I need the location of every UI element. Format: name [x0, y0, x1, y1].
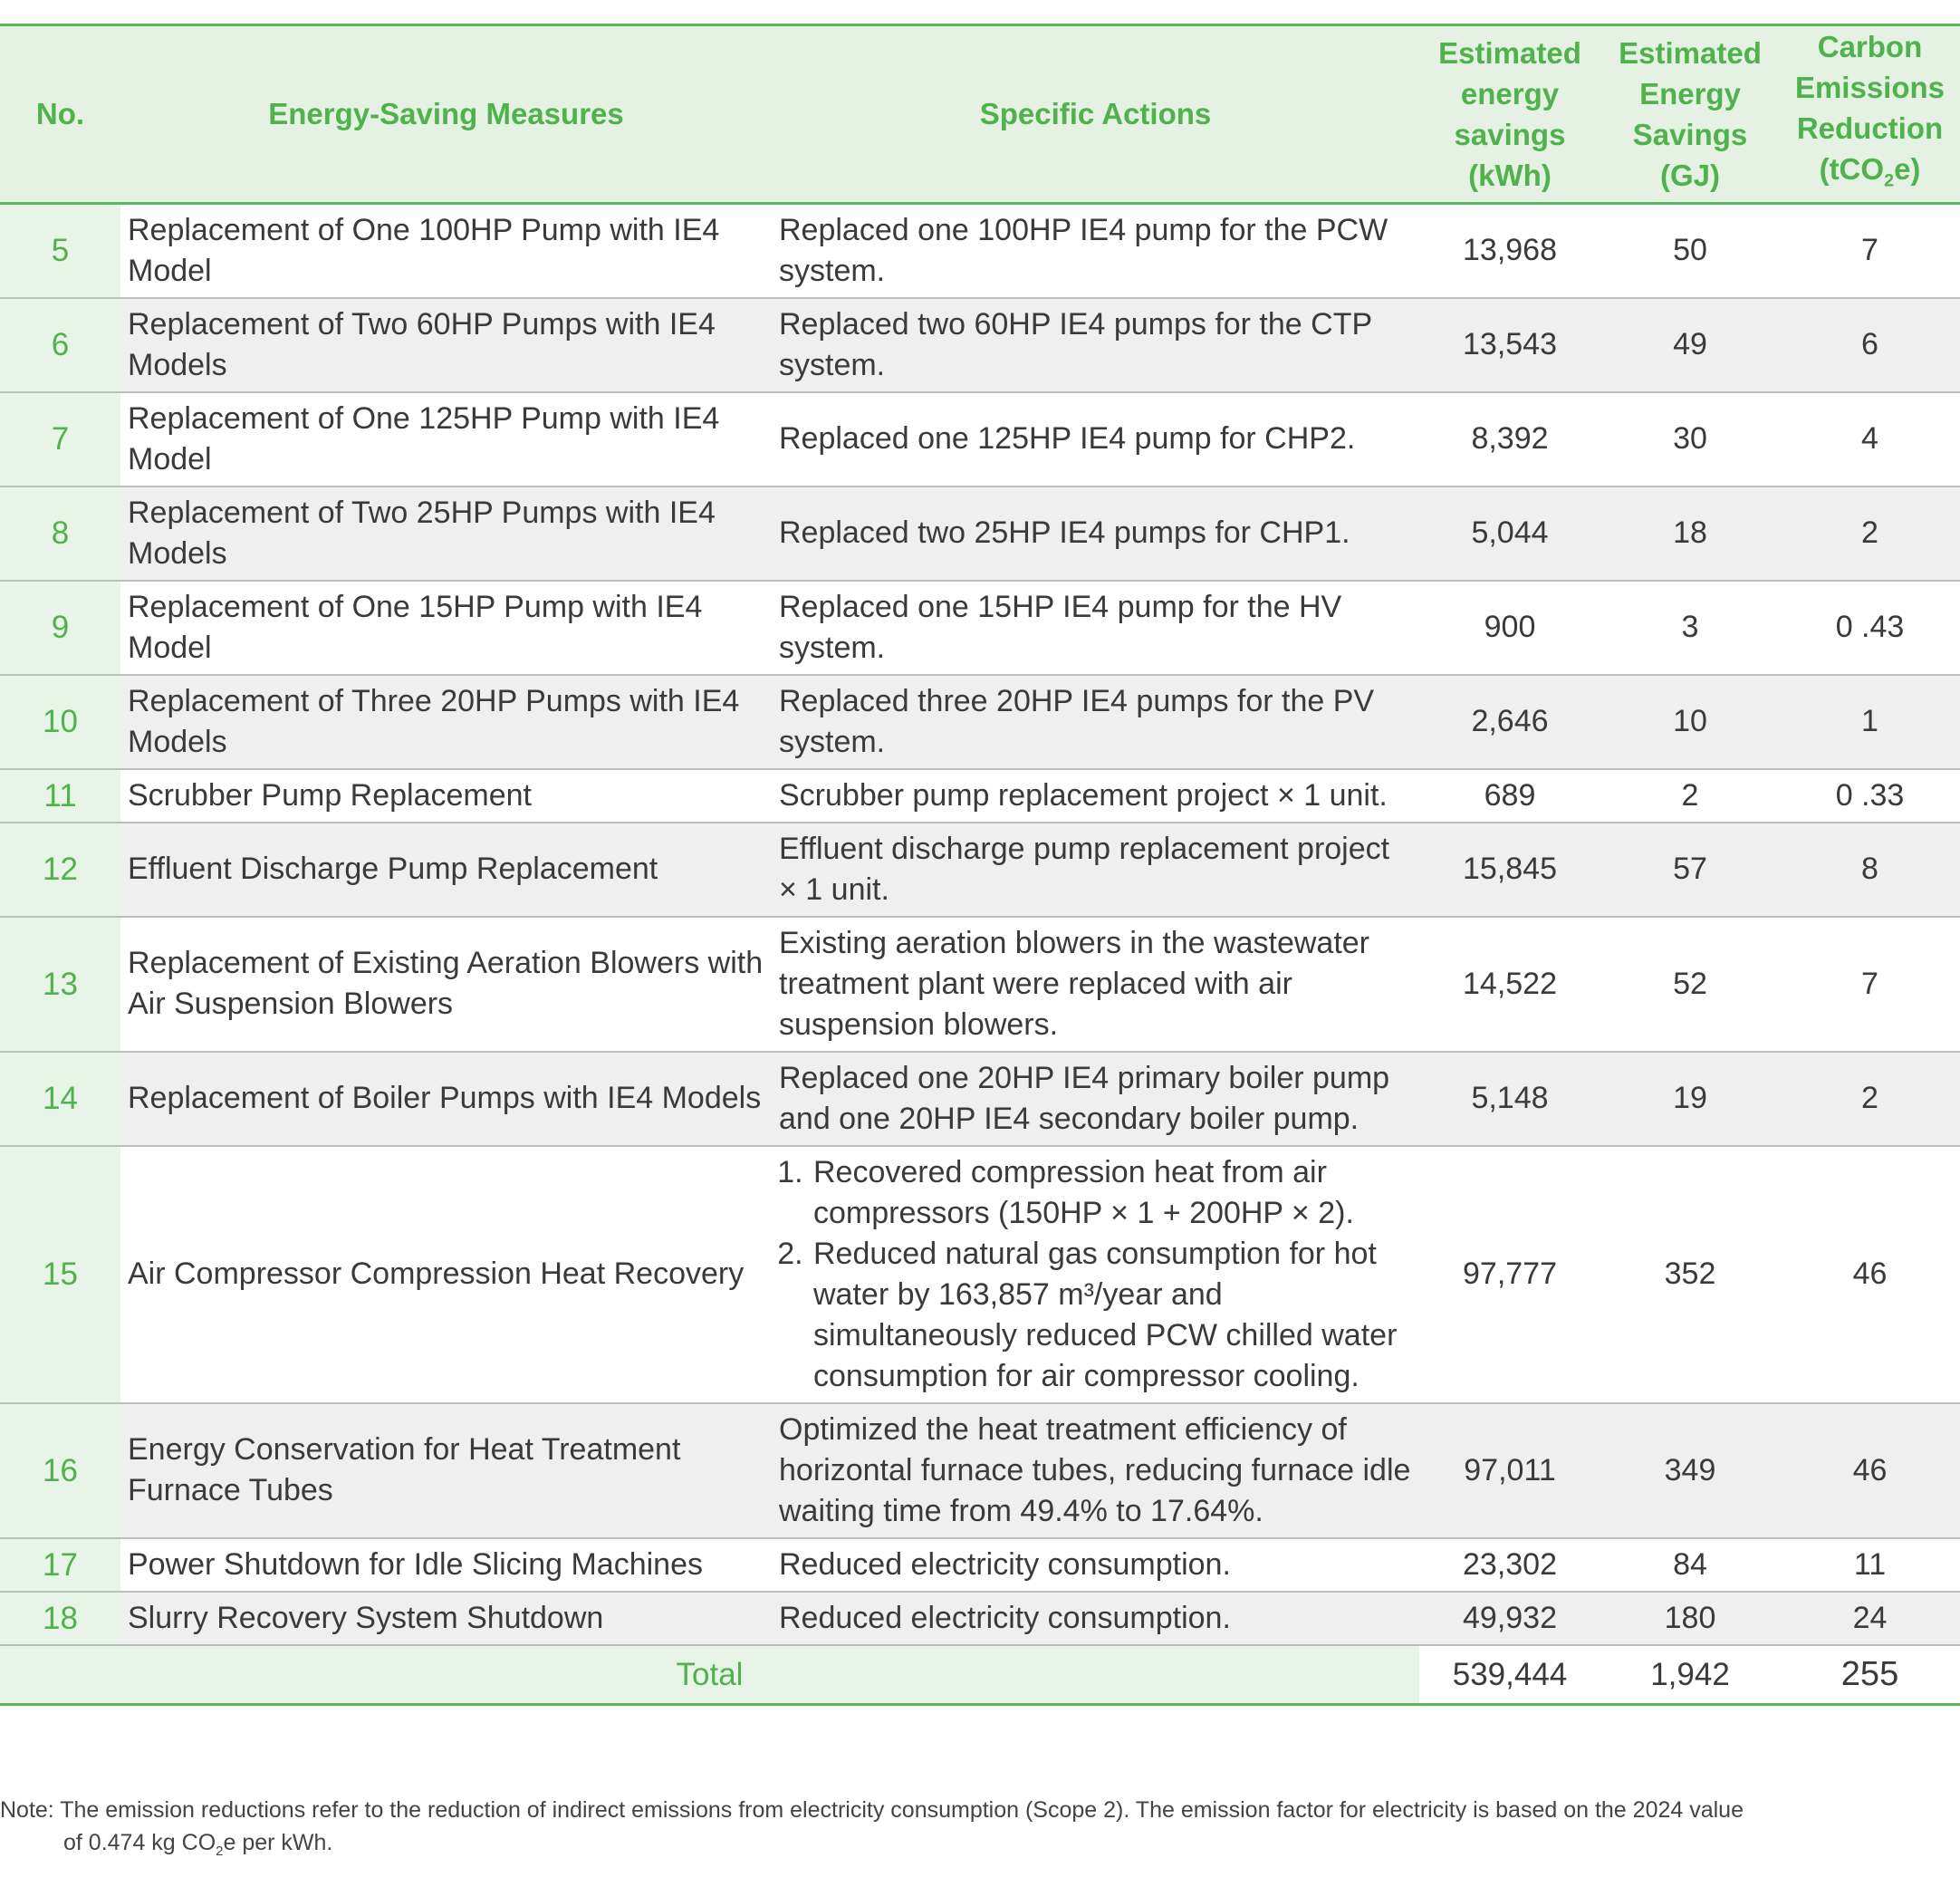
row-number: 18: [0, 1592, 120, 1645]
energy-saving-table: [0, 24, 1960, 1706]
header-no: No.: [0, 25, 120, 204]
row-measure: Replacement of One 125HP Pump with IE4 Model: [120, 392, 772, 486]
header-gj: Estimated Energy Savings (GJ): [1600, 25, 1780, 204]
row-gj: 10: [1600, 675, 1780, 769]
table-row: [0, 675, 1960, 769]
row-action: Reduced electricity consumption.: [772, 1592, 1419, 1645]
row-kwh: 8,392: [1419, 392, 1600, 486]
header-kwh: Estimated energy savings (kWh): [1419, 25, 1600, 204]
row-measure: Power Shutdown for Idle Slicing Machines: [120, 1538, 772, 1592]
total-label: Total: [0, 1645, 1419, 1705]
footnote-line-2-sub: 2: [216, 1844, 224, 1859]
table-row: [0, 392, 1960, 486]
row-number: 14: [0, 1052, 120, 1146]
row-gj: 50: [1600, 203, 1780, 298]
total-co2: 255: [1780, 1645, 1960, 1705]
footnote-line-2-suffix: e per kWh.: [223, 1830, 333, 1855]
table-row: [0, 1146, 1960, 1403]
action-list: [779, 1152, 1412, 1397]
row-action: Replaced two 60HP IE4 pumps for the CTP system.: [772, 298, 1419, 392]
footnote: [0, 1794, 1960, 1868]
row-co2: 7: [1780, 203, 1960, 298]
header-co2-suffix: e): [1894, 152, 1921, 186]
row-gj: 352: [1600, 1146, 1780, 1403]
row-co2: 7: [1780, 917, 1960, 1052]
row-action: Scrubber pump replacement project × 1 unit.: [772, 769, 1419, 823]
row-action: Reduced electricity consumption.: [772, 1538, 1419, 1592]
row-measure: Replacement of Existing Aeration Blowers with Air Suspension Blowers: [120, 917, 772, 1052]
table-row: [0, 769, 1960, 823]
row-action: Optimized the heat treatment efficiency of horizontal furnace tubes, reducing furnace idle waiting time from 49.4% to 17.64%.: [772, 1403, 1419, 1538]
footnote-line-2: [0, 1826, 1960, 1868]
row-co2: 1: [1780, 675, 1960, 769]
row-action: Replaced two 25HP IE4 pumps for CHP1.: [772, 486, 1419, 581]
row-gj: 84: [1600, 1538, 1780, 1592]
action-list-item: 2. Reduced natural gas consumption for hot water by 163,857 m³/year and simultaneously reduced PCW chilled water consumption for air compressor cooling.: [812, 1234, 1412, 1397]
row-action: Replaced three 20HP IE4 pumps for the PV system.: [772, 675, 1419, 769]
table-row: [0, 1403, 1960, 1538]
table-row: [0, 298, 1960, 392]
row-gj: 52: [1600, 917, 1780, 1052]
header-row: [0, 25, 1960, 204]
row-measure: Slurry Recovery System Shutdown: [120, 1592, 772, 1645]
row-gj: 180: [1600, 1592, 1780, 1645]
row-gj: 30: [1600, 392, 1780, 486]
row-measure: Replacement of Three 20HP Pumps with IE4 Models: [120, 675, 772, 769]
row-co2: 4: [1780, 392, 1960, 486]
row-measure: Replacement of Boiler Pumps with IE4 Models: [120, 1052, 772, 1146]
row-gj: 349: [1600, 1403, 1780, 1538]
row-co2: 24: [1780, 1592, 1960, 1645]
row-gj: 57: [1600, 823, 1780, 917]
row-co2: 6: [1780, 298, 1960, 392]
action-list-item: 1. Recovered compression heat from air compressors (150HP × 1 + 200HP × 2).: [812, 1152, 1412, 1234]
row-measure: Replacement of One 100HP Pump with IE4 Model: [120, 203, 772, 298]
row-kwh: 5,044: [1419, 486, 1600, 581]
table-row: [0, 823, 1960, 917]
row-co2: 0 .43: [1780, 581, 1960, 675]
row-gj: 49: [1600, 298, 1780, 392]
row-action: Replaced one 100HP IE4 pump for the PCW system.: [772, 203, 1419, 298]
table-row: [0, 203, 1960, 298]
row-kwh: 23,302: [1419, 1538, 1600, 1592]
row-number: 12: [0, 823, 120, 917]
row-action: Effluent discharge pump replacement project × 1 unit.: [772, 823, 1419, 917]
header-co2: [1780, 25, 1960, 204]
footnote-line-1: Note: The emission reductions refer to the reduction of indirect emissions from electricity consumption (Scope 2). The emission factor for electricity is based on the 2024 value: [0, 1797, 1744, 1823]
row-gj: 3: [1600, 581, 1780, 675]
row-number: 5: [0, 203, 120, 298]
row-kwh: 13,968: [1419, 203, 1600, 298]
row-co2: 2: [1780, 1052, 1960, 1146]
row-kwh: 689: [1419, 769, 1600, 823]
table-row: [0, 917, 1960, 1052]
table-row: [0, 581, 1960, 675]
row-kwh: 2,646: [1419, 675, 1600, 769]
row-kwh: 97,777: [1419, 1146, 1600, 1403]
row-co2: 2: [1780, 486, 1960, 581]
row-number: 11: [0, 769, 120, 823]
row-number: 17: [0, 1538, 120, 1592]
row-measure: Scrubber Pump Replacement: [120, 769, 772, 823]
row-action: Replaced one 20HP IE4 primary boiler pump and one 20HP IE4 secondary boiler pump.: [772, 1052, 1419, 1146]
table-row: [0, 1052, 1960, 1146]
row-measure: Replacement of Two 60HP Pumps with IE4 Models: [120, 298, 772, 392]
row-gj: 18: [1600, 486, 1780, 581]
table-row: [0, 486, 1960, 581]
row-action: Existing aeration blowers in the wastewater treatment plant were replaced with air suspension blowers.: [772, 917, 1419, 1052]
table-row: [0, 1538, 1960, 1592]
row-gj: 19: [1600, 1052, 1780, 1146]
row-measure: Replacement of One 15HP Pump with IE4 Model: [120, 581, 772, 675]
total-row: [0, 1645, 1960, 1705]
footnote-line-2-prefix: of 0.474 kg CO: [63, 1830, 216, 1855]
row-number: 8: [0, 486, 120, 581]
header-measures: Energy-Saving Measures: [120, 25, 772, 204]
header-actions: Specific Actions: [772, 25, 1419, 204]
row-number: 9: [0, 581, 120, 675]
table-row: [0, 1592, 1960, 1645]
row-kwh: 5,148: [1419, 1052, 1600, 1146]
row-number: 16: [0, 1403, 120, 1538]
row-number: 7: [0, 392, 120, 486]
row-kwh: 900: [1419, 581, 1600, 675]
row-measure: Replacement of Two 25HP Pumps with IE4 Models: [120, 486, 772, 581]
table-wrapper: [0, 24, 1960, 1706]
row-kwh: 15,845: [1419, 823, 1600, 917]
row-action: Replaced one 125HP IE4 pump for CHP2.: [772, 392, 1419, 486]
row-co2: 11: [1780, 1538, 1960, 1592]
row-co2: 0 .33: [1780, 769, 1960, 823]
row-gj: 2: [1600, 769, 1780, 823]
row-kwh: 14,522: [1419, 917, 1600, 1052]
row-co2: 46: [1780, 1403, 1960, 1538]
row-kwh: 49,932: [1419, 1592, 1600, 1645]
header-co2-sub: 2: [1884, 170, 1895, 191]
row-action: [772, 1146, 1419, 1403]
row-action: Replaced one 15HP IE4 pump for the HV system.: [772, 581, 1419, 675]
row-measure: Effluent Discharge Pump Replacement: [120, 823, 772, 917]
row-number: 15: [0, 1146, 120, 1403]
row-measure: Energy Conservation for Heat Treatment Furnace Tubes: [120, 1403, 772, 1538]
row-number: 6: [0, 298, 120, 392]
total-gj: 1,942: [1600, 1645, 1780, 1705]
header-co2-prefix: Carbon Emissions Reduction (tCO: [1794, 30, 1946, 186]
total-kwh: 539,444: [1419, 1645, 1600, 1705]
row-measure: Air Compressor Compression Heat Recovery: [120, 1146, 772, 1403]
row-co2: 46: [1780, 1146, 1960, 1403]
row-co2: 8: [1780, 823, 1960, 917]
row-kwh: 97,011: [1419, 1403, 1600, 1538]
row-kwh: 13,543: [1419, 298, 1600, 392]
row-number: 13: [0, 917, 120, 1052]
row-number: 10: [0, 675, 120, 769]
